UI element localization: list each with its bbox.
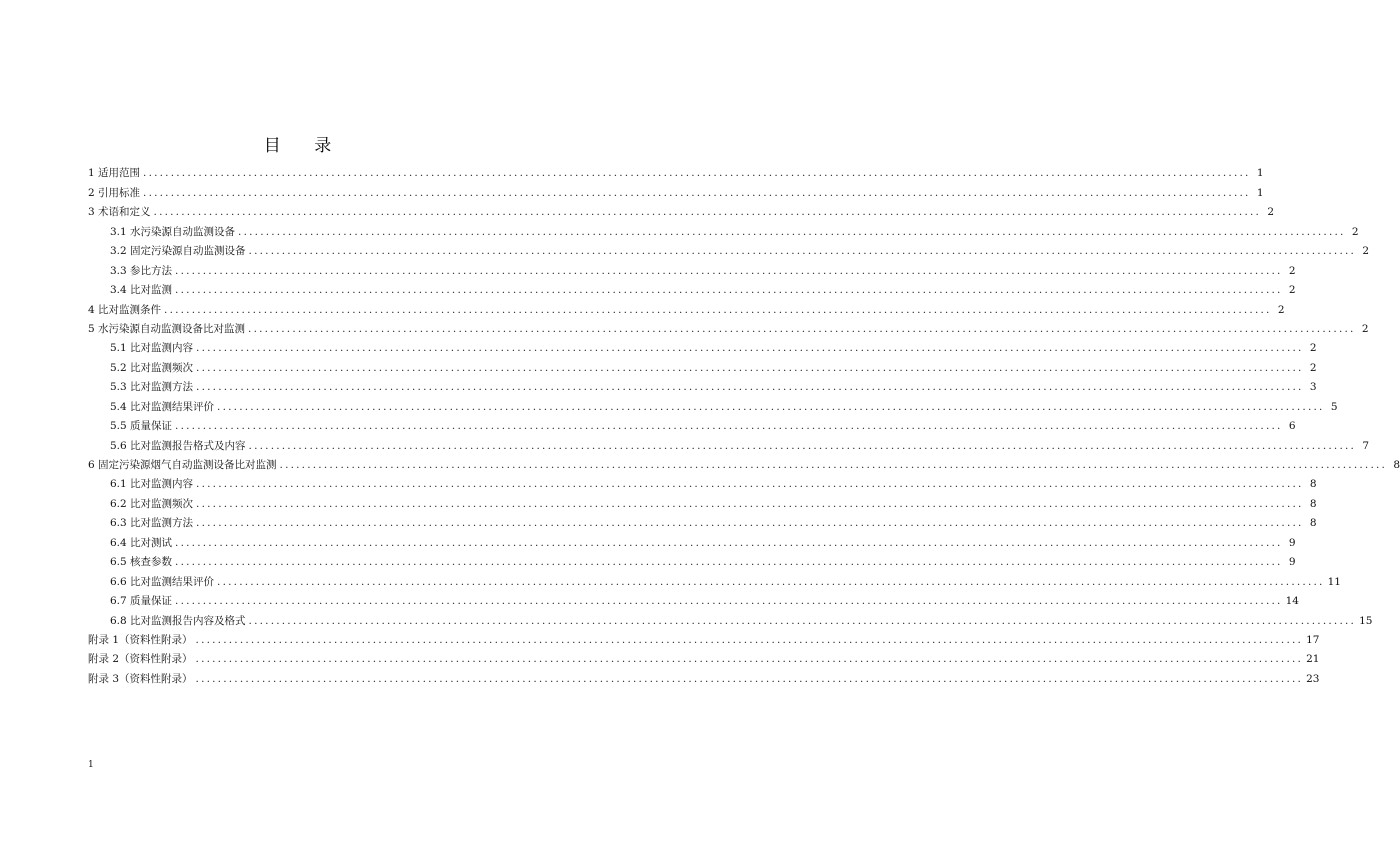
toc-entry-label: 2 引用标准 [88,186,141,199]
toc-entry-label: 6.5 核查参数 [110,556,173,569]
toc-dot-leader: ........................................................................................................................................................................................................ [195,633,1304,646]
toc-entry[interactable] [88,628,1320,647]
toc-dot-leader: ........................................................................................................................................................................................................ [175,595,1283,608]
toc-dot-leader: ........................................................................................................................................................................................................ [196,361,1304,374]
toc-entry-page: 5 [1330,400,1338,413]
toc-entry[interactable] [88,375,1317,394]
toc-dot-leader: ........................................................................................................................................................................................................ [175,264,1283,277]
toc-entry-label: 6.7 质量保证 [110,595,173,608]
toc-entry-page: 2 [1267,206,1275,219]
toc-entry-label: 5.4 比对监测结果评价 [110,400,215,413]
toc-entry-label: 5.2 比对监测频次 [110,361,194,374]
toc-dot-leader: ........................................................................................................................................................................................................ [248,614,1357,627]
toc-entry-page: 21 [1306,653,1320,666]
toc-entry-page: 14 [1285,595,1299,608]
toc-dot-leader: ........................................................................................................................................................................................................ [143,167,1251,180]
toc-entry-label: 5.6 比对监测报告格式及内容 [110,439,246,452]
toc-entry[interactable] [88,472,1317,491]
toc-dot-leader: ........................................................................................................................................................................................................ [143,186,1251,199]
toc-entry-label: 6.3 比对监测方法 [110,517,194,530]
toc-entry[interactable] [88,569,1341,588]
toc-entry-page: 7 [1362,439,1370,452]
toc-entry[interactable] [88,666,1320,685]
toc-entry-page: 23 [1306,672,1320,685]
toc-entry-label: 1 适用范围 [88,167,141,180]
toc-entry-label: 5 水污染源自动监测设备比对监测 [88,322,246,335]
toc-entry-page: 8 [1309,497,1317,510]
toc-entry-page: 2 [1288,264,1296,277]
toc-dot-leader: ........................................................................................................................................................................................................ [217,575,1325,588]
toc-entry-label: 3.1 水污染源自动监测设备 [110,225,236,238]
toc-entry-label: 5.1 比对监测内容 [110,342,194,355]
toc-dot-leader: ........................................................................................................................................................................................................ [248,439,1357,452]
toc-entry-page: 2 [1309,342,1317,355]
toc-dot-leader: ........................................................................................................................................................................................................ [175,420,1283,433]
toc-entry[interactable] [88,258,1296,277]
toc-entry-label: 3.3 参比方法 [110,264,173,277]
toc-entry-page: 2 [1277,303,1285,316]
toc-entry[interactable] [88,414,1296,433]
toc-dot-leader: ........................................................................................................................................................................................................ [164,303,1272,316]
toc-entry-label: 6.8 比对监测报告内容及格式 [110,614,246,627]
toc-dot-leader: ........................................................................................................................................................................................................ [175,556,1283,569]
toc-entry-label: 3.4 比对监测 [110,284,173,297]
toc-entry-page: 1 [1256,186,1264,199]
toc-entry-label: 3.2 固定污染源自动监测设备 [110,245,246,258]
page-title: 目 录 [263,136,346,156]
toc-entry[interactable] [88,278,1296,297]
toc-entry-page: 2 [1288,284,1296,297]
toc-dot-leader: ........................................................................................................................................................................................................ [217,400,1325,413]
toc-entry-label: 5.5 质量保证 [110,420,173,433]
toc-dot-leader: ........................................................................................................................................................................................................ [196,478,1304,491]
toc-dot-leader: ........................................................................................................................................................................................................ [153,206,1262,219]
toc-entry-page: 2 [1351,225,1359,238]
toc-entry-label: 6.1 比对监测内容 [110,478,194,491]
toc-entry-label: 3 术语和定义 [88,206,151,219]
toc-dot-leader: ........................................................................................................................................................................................................ [279,459,1388,471]
toc-entry-page: 9 [1288,556,1296,569]
toc-dot-leader: ........................................................................................................................................................................................................ [196,497,1304,510]
toc-entry-page: 6 [1288,420,1296,433]
toc-entry[interactable] [88,550,1296,569]
toc-entry[interactable] [88,647,1320,666]
toc-entry-page: 2 [1309,361,1317,374]
toc-entry-page: 2 [1361,322,1369,335]
toc-entry-label: 6.6 比对监测结果评价 [110,575,215,588]
page-number: 1 [88,760,94,770]
toc-dot-leader: ........................................................................................................................................................................................................ [196,517,1304,530]
toc-entry[interactable] [88,297,1285,316]
toc-entry-label: 4 比对监测条件 [88,303,162,316]
toc-entry-label: 6.2 比对监测频次 [110,497,194,510]
toc-entry[interactable] [88,180,1264,199]
toc-entry-label: 附录 3（资料性附录） [88,672,193,685]
toc-entry[interactable] [88,491,1317,510]
toc-entry[interactable] [88,530,1296,549]
toc-entry[interactable] [88,433,1370,452]
toc-dot-leader: ........................................................................................................................................................................................................ [238,225,1346,238]
toc-entry[interactable] [88,200,1275,219]
toc-dot-leader: ........................................................................................................................................................................................................ [175,284,1283,297]
toc-entry-label: 附录 2（资料性附录） [88,653,193,666]
toc-entry[interactable] [88,355,1317,374]
toc-entry[interactable] [88,317,1369,336]
toc-entry[interactable] [88,219,1359,238]
toc-entry-page: 17 [1306,633,1320,646]
toc-entry-page: 15 [1359,614,1373,627]
toc-dot-leader: ........................................................................................................................................................................................................ [196,381,1304,394]
toc-entry-page: 8 [1309,517,1317,530]
toc-entry[interactable] [88,608,1373,627]
toc-dot-leader: ........................................................................................................................................................................................................ [175,536,1283,549]
toc-dot-leader: ........................................................................................................................................................................................................ [248,245,1357,258]
toc-entry-label: 6.4 比对测试 [110,536,173,549]
toc-entry-label: 6 固定污染源烟气自动监测设备比对监测 [88,459,277,471]
toc-entry-page: 1 [1256,167,1264,180]
toc-entry[interactable] [88,394,1338,413]
toc-entry[interactable] [88,511,1317,530]
toc-entry[interactable] [88,239,1370,258]
toc-entry[interactable] [88,161,1264,180]
toc-entry[interactable] [88,589,1299,608]
toc-entry-page: 3 [1309,381,1317,394]
toc-entry-page: 8 [1309,478,1317,491]
toc-entry-label: 附录 1（资料性附录） [88,633,193,646]
toc-dot-leader: ........................................................................................................................................................................................................ [196,342,1304,355]
toc-entry-label: 5.3 比对监测方法 [110,381,194,394]
toc-dot-leader: ........................................................................................................................................................................................................ [248,322,1356,335]
toc-entry[interactable] [88,336,1317,355]
toc-entry-page: 8 [1393,459,1400,471]
toc-entry[interactable] [88,453,1400,472]
toc-dot-leader: ........................................................................................................................................................................................................ [195,672,1304,685]
toc-dot-leader: ........................................................................................................................................................................................................ [195,653,1304,666]
toc-entry-page: 11 [1327,575,1341,588]
toc-entry-page: 2 [1362,245,1370,258]
toc-entry-page: 9 [1288,536,1296,549]
table-of-contents [88,161,1400,686]
